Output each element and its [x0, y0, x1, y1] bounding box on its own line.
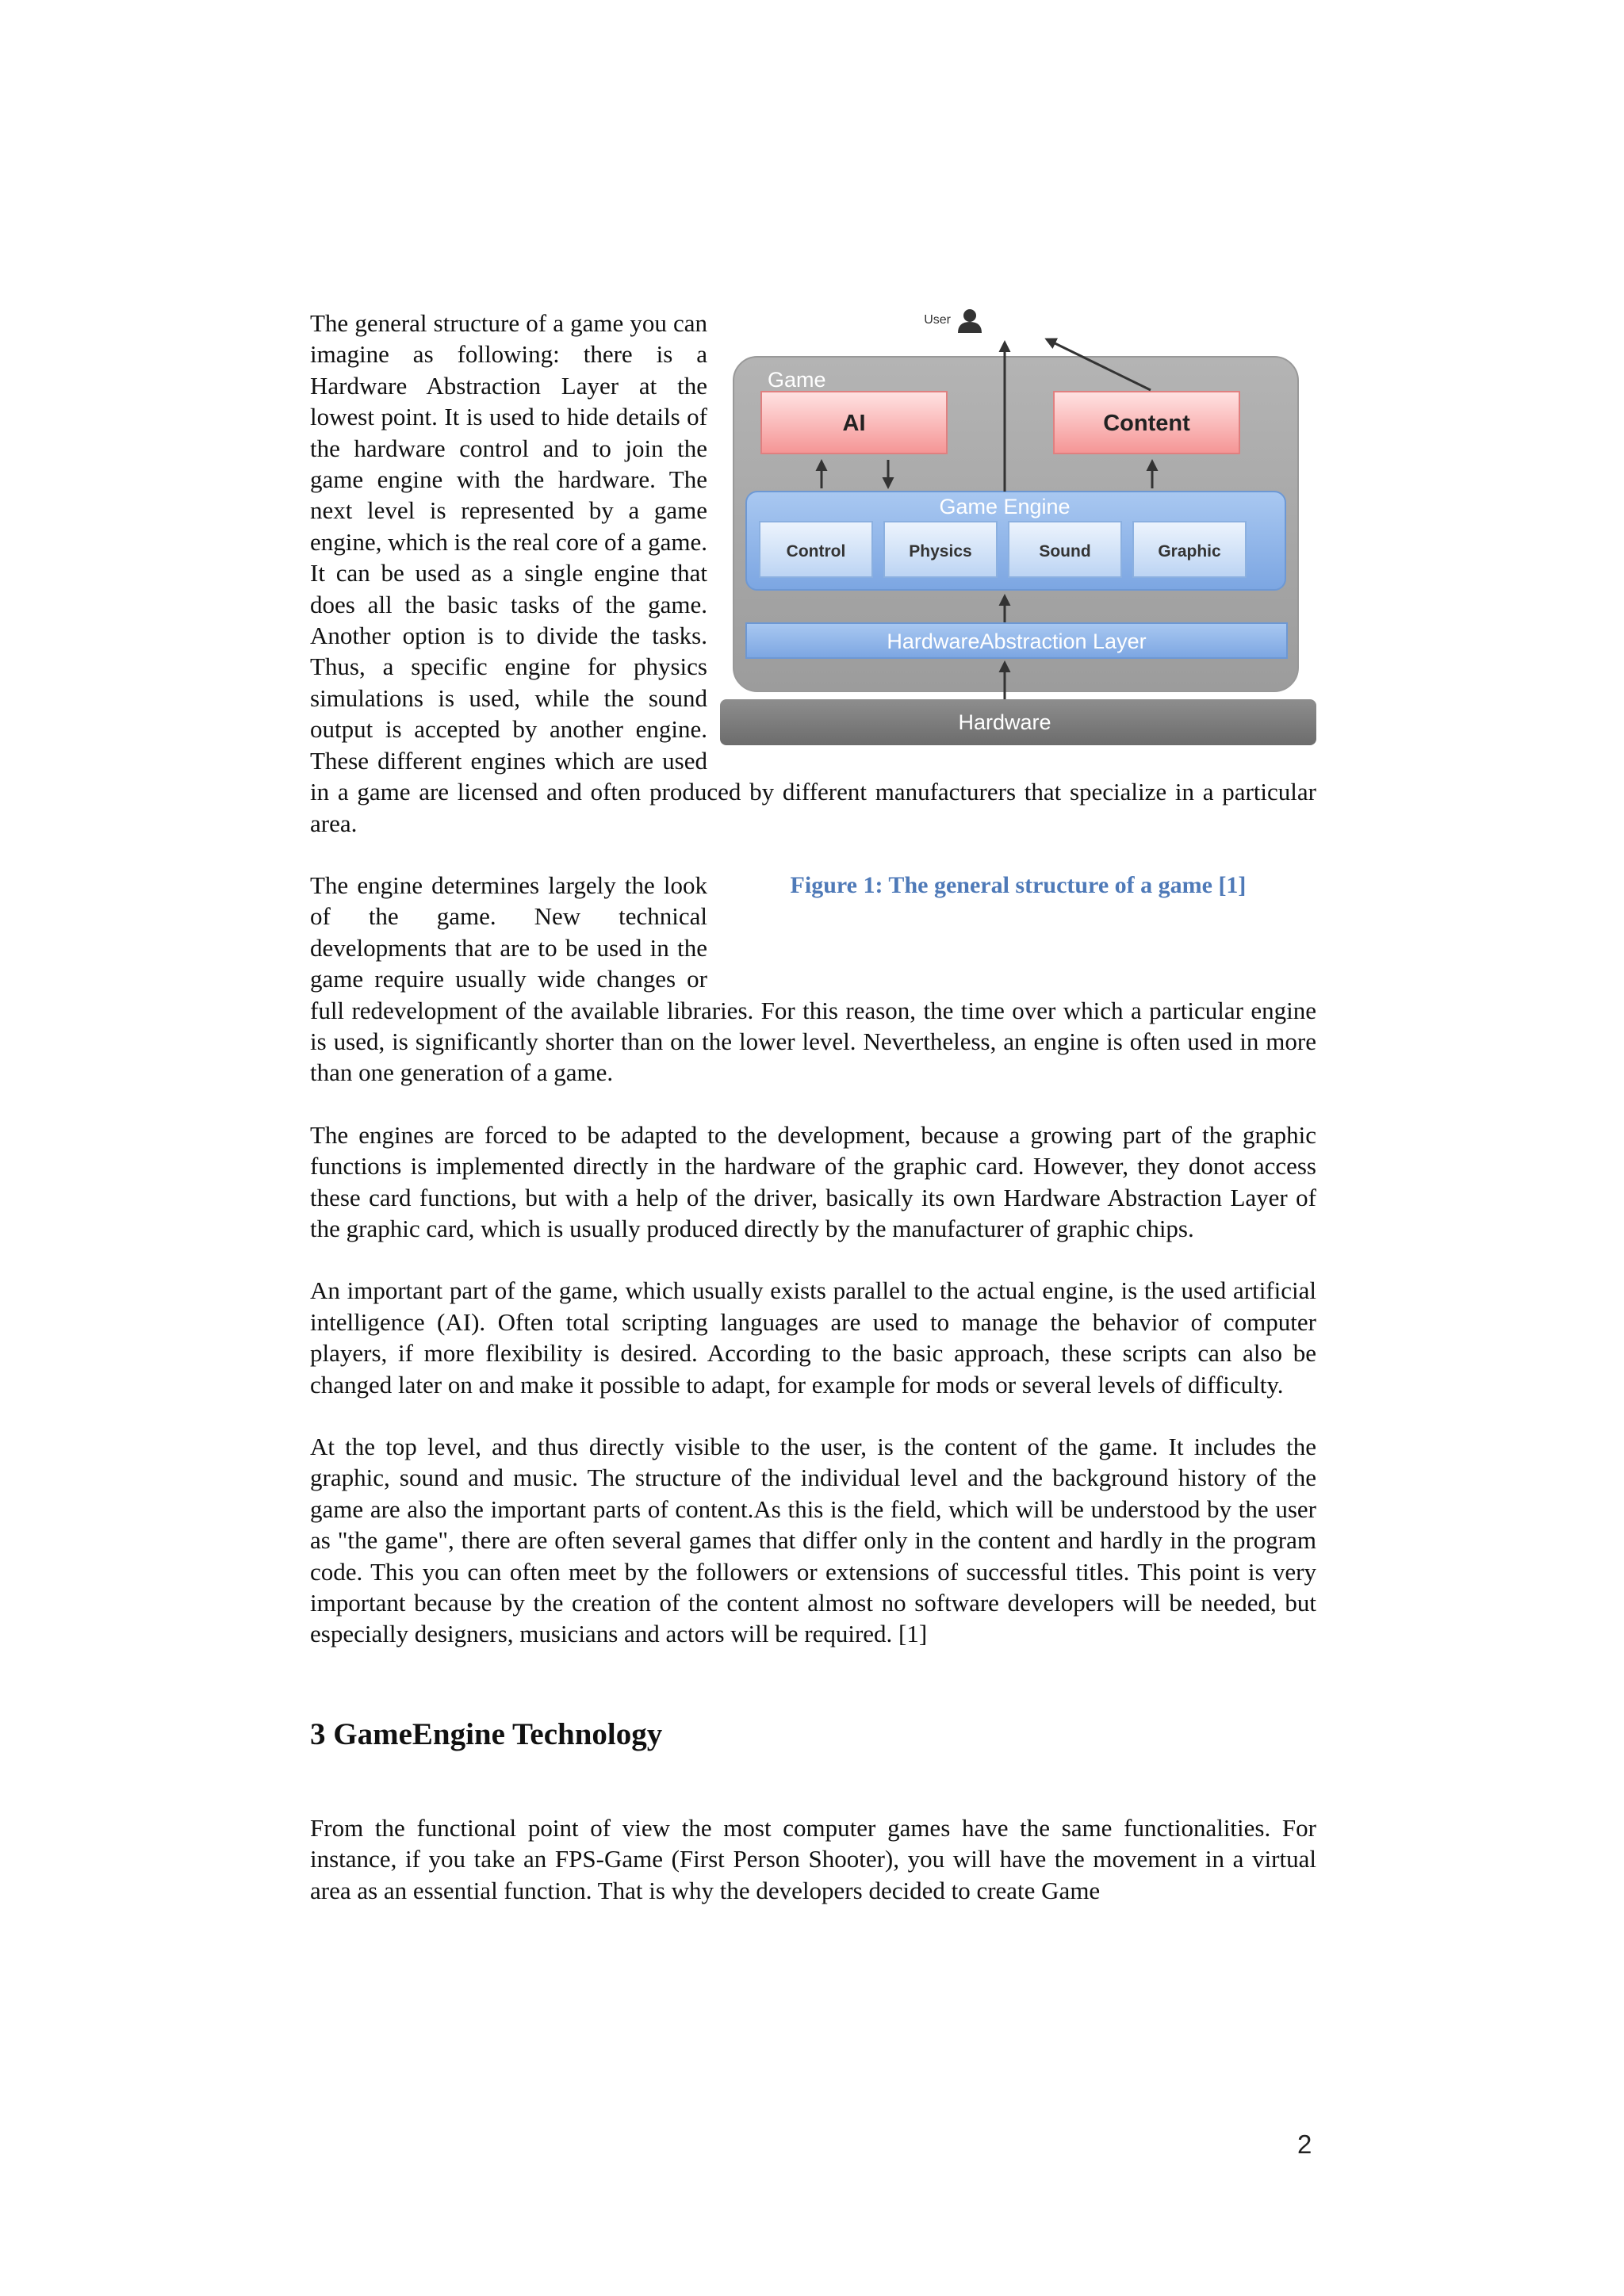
- module-control-label: Control: [786, 542, 846, 561]
- section-heading: 3 GameEngine Technology: [310, 1716, 663, 1751]
- paragraph-5: At the top level, and thus directly visible to the user, is the content of the game. It includes the graphic, sound and music. The structure of the individual level and the background history of the game are also the important parts of content.As this is the field, which will be understood by the user as "the game", there are often several games that differ only in the content and hardly in the program code. This you can often meet by the followers or extensions of successful titles. This point is very important because by the creation of the content almost no software developers will be needed, but especially designers, musicians and actors will be required. [1]: [310, 1433, 1316, 1648]
- figure-game-structure: [720, 308, 1316, 752]
- ai-label: AI: [842, 411, 866, 436]
- paragraph-2: The engine determines largely the look of the game. New technical developments that are to be used in the game require usually wide changes or full redevelopment of the available libraries. For this reason, the time over which a particular engine is used, is significantly shorter than on the lower level. Nevertheless, an engine is often used in more than one generation of a game.: [310, 871, 1316, 1087]
- content-label: Content: [1103, 411, 1190, 436]
- hardware-label: Hardware: [958, 710, 1051, 734]
- figure-caption: Figure 1: The general structure of a game [1]: [790, 871, 1247, 898]
- game-label: Game: [768, 368, 826, 392]
- page-number: 2: [1297, 2130, 1312, 2159]
- figure-caption-area: [720, 870, 1316, 971]
- module-physics-label: Physics: [909, 542, 972, 561]
- section-paragraph: From the functional point of view the most computer games have the same functionalities. For instance, if you take an FPS-Game (First Person Shooter), you will have the movement in a virtual area as an essential function. That is why the developers decided to create Game: [310, 1813, 1316, 1904]
- user-icon: [958, 309, 982, 333]
- text-column: [310, 308, 1316, 1906]
- hal-label: HardwareAbstraction Layer: [887, 629, 1147, 653]
- paragraph-1: The general structure of a game you can imagine as following: there is a Hardware Abstraction Layer at the lowest point. It is used to hide details of the hardware control and to join the game engine with the hardware. The next level is represented by a game engine, which is the real core of a game. It can be used as a single engine that does all the basic tasks of the game. Another option is to divide the tasks. Thus, a specific engine for physics simulations is used, while the sound output is accepted by another engine. These different engines which are used in a game are licensed and often produced by different manufacturers that specialize in a particular area.: [310, 309, 1316, 837]
- paragraph-4: An important part of the game, which usually exists parallel to the actual engine, is the used artificial intelligence (AI). Often total scripting languages are used to manage the behavior of computer players, if more flexibility is desired. According to the basic approach, these scripts can also be changed later on and make it possible to adapt, for example for mods or several levels of difficulty.: [310, 1276, 1316, 1399]
- paragraph-3: The engines are forced to be adapted to the development, because a growing part of the graphic functions is implemented directly in the hardware of the graphic card. However, they donot access these card functions, but with a help of the driver, basically its own Hardware Abstraction Layer of the graphic card, which is usually produced directly by the manufacturer of graphic chips.: [310, 1120, 1316, 1242]
- game-structure-diagram: [720, 308, 1316, 752]
- user-label: User: [924, 313, 951, 327]
- module-graphic-label: Graphic: [1158, 542, 1221, 561]
- engine-label: Game Engine: [939, 495, 1071, 519]
- module-sound-label: Sound: [1039, 542, 1091, 561]
